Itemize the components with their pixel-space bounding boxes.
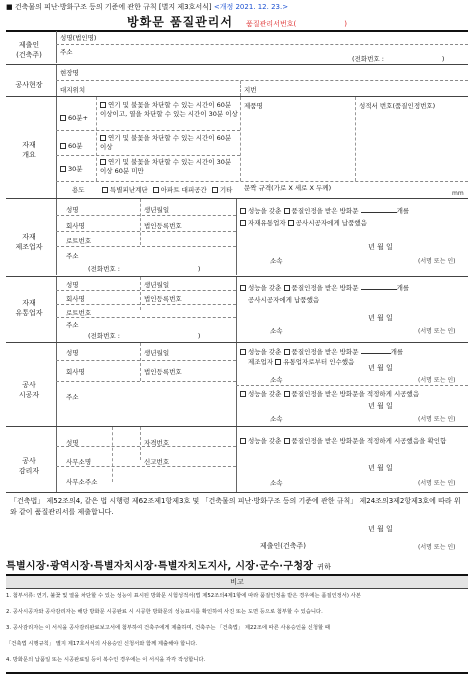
con-statement-3[interactable]: 성능을 갖춘 품질인정을 받은 방화문을 적정하게 시공했음 [240,389,419,398]
checkbox-30[interactable] [60,166,66,172]
checkbox-usage-3[interactable] [212,187,218,193]
material-section-label: 자재 개요 [22,141,36,159]
site-section-label: 공사현장 [15,81,43,89]
con-corp-label: 법인등록번호 [144,368,182,376]
door-spec-label: 문짝 규격(가로 X 세로 X 두께) [244,184,332,192]
mfr-lot-label: 로트번호 [66,237,92,245]
mfr-address-label: 주소 [66,252,79,260]
manufacturer-section-label: 자재 제조업자 [15,233,43,251]
mfr-birth-label: 생년월일 [144,206,170,214]
cert-number-label: 성적서 번호(품질인정번호) [359,102,436,110]
legal-sign: (서명 또는 인) [418,544,456,551]
divider [6,30,468,32]
mfr-statement-2[interactable]: 자재유통업자 공사시공자에게 납품했음 [240,218,367,227]
dist-name-label: 성명 [66,281,79,289]
mfr-statement-1[interactable]: 성능을 갖춘 품질인정을 받은 방화문 개를 [240,206,409,215]
dist-company-label: 회사명 [66,295,85,303]
legal-submitter: 제출인(건축주) [260,542,307,550]
supervisor-section-label: 공사 감리자 [18,457,40,475]
page-title [0,13,474,30]
sup-statement-1[interactable]: 성능을 갖춘 품질인정을 받은 방화문을 적정하게 시공했음을 확인함 [240,436,466,446]
site-location-label: 대지위치 [60,86,86,94]
mfr-phone: (전화번호 : ) [88,265,201,273]
dist-phone: (전화번호 : ) [88,332,201,340]
checkbox-usage-1[interactable] [102,187,108,193]
con-company-label: 회사명 [66,368,85,376]
site-lot-label: 지번 [244,86,257,94]
option-60plus[interactable]: 60분+ [60,113,88,122]
sup-sign-affiliation: 소속 [270,479,283,487]
checkbox-60plus[interactable] [60,115,66,121]
mfr-corp-label: 법인등록번호 [144,222,182,230]
sup-name-label: 성명 [66,439,79,447]
sup-office-label: 사무소명 [66,458,92,466]
dist-corp-label: 법인등록번호 [144,295,182,303]
mfr-company-label: 회사명 [66,222,85,230]
unit-mm: mm [452,190,464,197]
applicant-name-label: 성명(법인명) [60,34,97,42]
applicant-phone: (전화번호 : ) [352,55,445,63]
dist-date: 년 월 일 [368,314,393,322]
option-60-desc: 연기 및 불꽃을 차단할 수 있는 시간이 60분 이상 [100,134,232,151]
legal-text: 「건축법」 제52조의4, 같은 법 시행령 제62조제1항제3호 및 「건축물의 피난·방화구조 등의 기준에 관한 규칙」 제24조의3제2항제3호에 따라 위와 같이 품질관리서를 제출합니다. [10,497,461,516]
note-3: 3. 공사감리자는 이 서식을 공사감리완료보고서에 첨부하여 건축주에게 제출하며, 건축주는 「건축법」 제22조에 따른 사용승인을 신청할 때 [6,625,330,631]
applicant-section-label: 제출인 (건축주) [16,41,42,59]
mfr-sign-affiliation: 소속 [270,257,283,265]
con-birth-label: 생년월일 [144,349,170,357]
form-rule-reference [6,2,288,12]
con-sign-1: (서명 또는 인) [418,377,456,384]
mfr-name-label: 성명 [66,206,79,214]
con-sign-affiliation-1: 소속 [270,376,283,384]
serial-number: 품질관리서번호( ) [246,20,347,28]
con-sign-2: (서명 또는 인) [418,416,456,423]
note-3-continued: 「건축법 시행규칙」 별지 제17호서식의 사용승인 신청서와 함께 제출해야 합니다. [6,641,198,647]
con-sign-affiliation-2: 소속 [270,415,283,423]
sup-sign: (서명 또는 인) [418,480,456,487]
sup-address-label: 사무소주소 [66,478,98,486]
dist-statement-2: 공사시공자에게 납품했음 [248,296,320,304]
option-30[interactable]: 30분 [60,164,83,173]
note-1: 1. 첨부서류: 연기, 불꽃 및 열을 차단할 수 있는 성능이 표시된 방화문 시험성적서(법 제52조의4제1항에 따라 품질인정을 받은 경우에는 품질인정서) 사본 [6,593,361,599]
distributor-section-label: 자재 유통업자 [15,299,43,317]
checkbox-60[interactable] [60,143,66,149]
applicant-address-label: 주소 [60,48,73,56]
sup-report-label: 신고번호 [144,458,170,466]
checkbox-usage-2[interactable] [153,187,159,193]
con-date-2: 년 월 일 [368,402,393,410]
option-60[interactable]: 60분 [60,141,83,150]
authority-addressee: 특별시장·광역시장·특별자치시장·특별자치도지사, 시장·군수·구청장 귀하 [6,561,332,572]
note-2: 2. 공사시공자와 공사감리자는 해당 방화문 시공완료 시 시공한 방화문의 성능표시를 확인하여 사진 또는 도면 등으로 첨부할 수 있습니다. [6,609,323,615]
dist-lot-label: 로트번호 [66,309,92,317]
con-statement-1[interactable]: 성능을 갖춘 품질인정을 받은 방화문 개를 [240,347,403,356]
option-60plus-desc: 연기 및 불꽃을 차단할 수 있는 시간이 60분 이상이고, 열을 차단할 수 있는 시간이 30분 이상 [100,101,238,118]
mfr-date: 년 월 일 [368,243,393,251]
option-30-desc: 연기 및 불꽃을 차단할 수 있는 시간이 30분 이상 60분 미만 [100,158,232,175]
dist-address-label: 주소 [66,321,79,329]
site-name-label: 현장명 [60,69,79,77]
dist-birth-label: 생년월일 [144,281,170,289]
notes-title: 비고 [6,576,468,588]
revision-note: <개정 2021. 12. 23.> [213,3,289,11]
con-date-1: 년 월 일 [368,364,393,372]
title-text: 방화문 품질관리서 [127,15,233,29]
dist-sign: (서명 또는 인) [418,328,456,335]
con-statement-2[interactable]: 제조업자 유통업자로부터 인수했음 [248,358,355,366]
product-name-label: 제품명 [244,102,263,110]
usage-options[interactable]: 특별피난계단 아파트 대피공간 기타 [102,185,232,194]
sup-license-label: 자격번호 [144,439,170,447]
con-address-label: 주소 [66,393,79,401]
mfr-sign: (서명 또는 인) [418,258,456,265]
note-4: 4. 방화문의 납품일 또는 시공완료일 등이 복수인 경우에는 이 서식을 각각 작성합니다. [6,657,206,663]
con-name-label: 성명 [66,349,79,357]
sup-date: 년 월 일 [368,464,393,472]
dist-sign-affiliation: 소속 [270,327,283,335]
legal-date: 년 월 일 [368,525,393,533]
usage-label: 용도 [72,186,85,194]
rule-text: ■ 건축물의 피난·방화구조 등의 기준에 관한 규칙 [별지 제3호서식] [6,3,212,11]
contractor-section-label: 공사 시공자 [18,381,40,399]
dist-statement-1[interactable]: 성능을 갖춘 품질인정을 받은 방화문 개를 [240,283,409,292]
